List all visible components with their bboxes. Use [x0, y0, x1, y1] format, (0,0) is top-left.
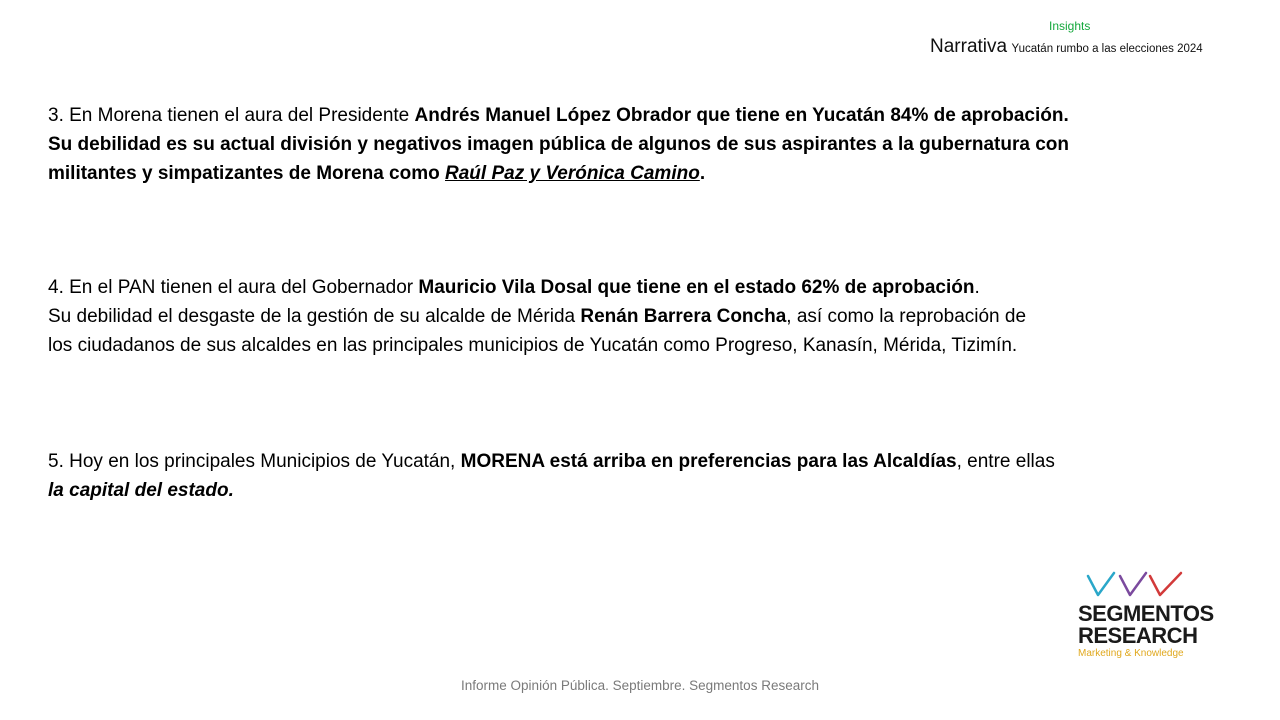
point-3-line-3 — [48, 159, 1218, 188]
point-5-intro: 5. Hoy en los principales Municipios de Yucatán, — [48, 451, 461, 472]
check-purple-icon — [1120, 573, 1146, 595]
point-3-amlo-approval: Andrés Manuel López Obrador que tiene en Yucatán 84% de aprobación. — [414, 105, 1069, 126]
point-3-intro: 3. En Morena tienen el aura del Presidente — [48, 105, 415, 126]
segmentos-research-logo — [1070, 566, 1214, 662]
check-blue-icon — [1088, 573, 1114, 595]
point-4-intro: 4. En el PAN tienen el aura del Gobernador — [48, 277, 419, 298]
check-red-icon — [1150, 573, 1181, 595]
slide-title: Narrativa — [930, 36, 1008, 57]
point-4-paragraph — [48, 273, 1218, 360]
point-5-paragraph — [48, 447, 1218, 505]
logo-wordmark-line-1: SEGMENTOS — [1078, 601, 1214, 626]
logo-wordmark-line-2: RESEARCH — [1078, 623, 1198, 648]
insights-label: Insights — [1049, 19, 1091, 33]
point-4-vila-approval: Mauricio Vila Dosal que tiene en el estado 62% de aprobación — [418, 277, 975, 298]
checkmarks-icon — [1086, 570, 1186, 600]
slide-subtitle: Yucatán rumbo a las elecciones 2024 — [1011, 43, 1203, 55]
point-5-among: , entre ellas — [956, 451, 1055, 472]
point-4-line-1 — [48, 273, 1218, 302]
point-5-morena-lead: MORENA está arriba en preferencias para las Alcaldías — [460, 451, 957, 472]
slide-header — [930, 35, 1203, 61]
point-4-weakness: Su debilidad el desgaste de la gestión de su alcalde de Mérida — [48, 306, 581, 327]
point-3-paragraph — [48, 101, 1218, 188]
footer-caption: Informe Opinión Pública. Septiembre. Segmentos Research — [461, 678, 819, 693]
point-3-line-1 — [48, 101, 1218, 130]
point-4-period: . — [974, 277, 980, 298]
point-5-capital: la capital del estado. — [48, 480, 234, 501]
point-3-militants: militantes y simpatizantes de Morena como — [48, 163, 445, 184]
logo-tagline: Marketing & Knowledge — [1078, 648, 1184, 659]
point-3-line-2: Su debilidad es su actual división y negativos imagen pública de algunos de sus aspirantes a la gubernatura con — [48, 134, 1069, 155]
point-4-line-3: los ciudadanos de sus alcaldes en las principales municipios de Yucatán como Progreso, Kanasín, Mérida, Tizimín. — [48, 335, 1018, 356]
point-5-line-1 — [48, 447, 1218, 476]
point-3-aspirant-names: Raúl Paz y Verónica Camino — [445, 163, 700, 184]
point-3-period: . — [699, 163, 706, 184]
point-4-reprobation: , así como la reprobación de — [786, 306, 1027, 327]
point-4-mayor-name: Renán Barrera Concha — [580, 306, 787, 327]
point-4-line-2 — [48, 302, 1218, 331]
